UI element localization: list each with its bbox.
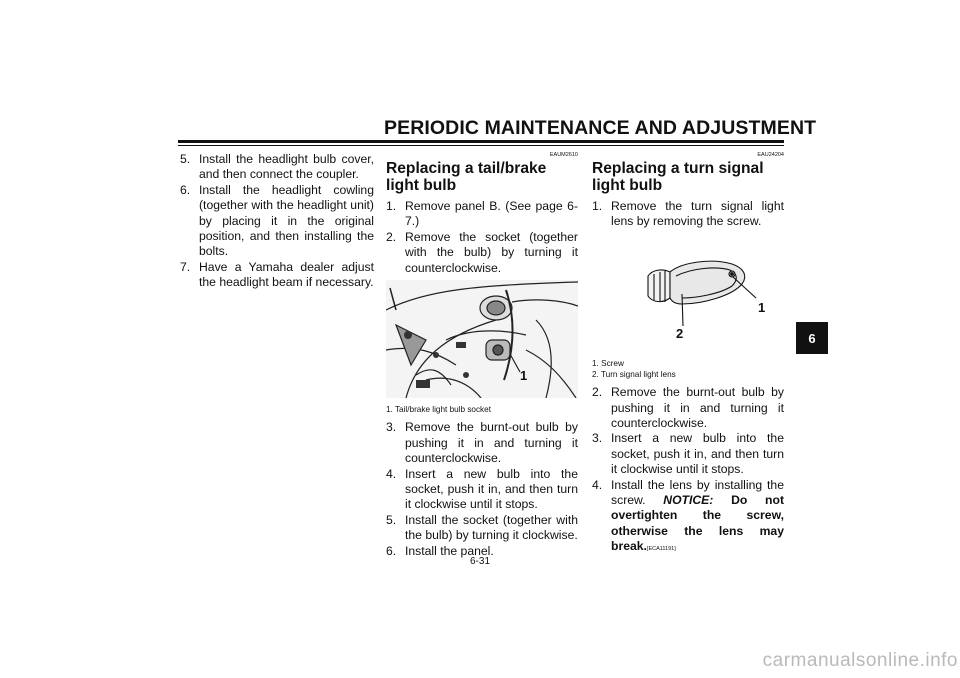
- list-item: 6. Install the headlight cowling (together with the headlight unit) by placing it in the original position, and then installing the bolts.: [180, 182, 374, 259]
- section-code: EAU24204: [757, 152, 784, 158]
- watermark: carmanualsonline.info: [762, 650, 958, 671]
- figure-callout-1: 1: [758, 299, 766, 315]
- figure-caption: 1. Tail/brake light bulb socket: [386, 405, 491, 415]
- turn-steps-before: [592, 199, 784, 230]
- header-rule: [178, 140, 784, 143]
- tail-steps-before: [386, 199, 578, 276]
- turn-signal-lens-drawing: [592, 234, 784, 356]
- list-item: 5. Install the socket (together with the bulb) by turning it clockwise.: [386, 512, 578, 543]
- list-item: 7. Have a Yamaha dealer adjust the headlight beam if necessary.: [180, 259, 374, 290]
- list-item: 3. Remove the burnt-out bulb by pushing it in and turning it counterclockwise.: [386, 420, 578, 466]
- left-column: [180, 152, 374, 291]
- turn-signal-section: [592, 152, 784, 558]
- list-item: 6. Install the panel.: [386, 543, 494, 558]
- notice-label: NOTICE:: [663, 493, 714, 508]
- list-item: 1. Remove the turn signal light lens by removing the screw.: [592, 199, 784, 229]
- notice-text: Do not overtighten the screw, otherwise the lens may break.: [611, 493, 784, 554]
- section-title: Replacing a tail/brake light bulb: [386, 160, 547, 194]
- figure-callout-1: 1: [520, 368, 528, 384]
- figure-caption: 1. Screw 2. Turn signal light lens: [592, 359, 676, 380]
- chapter-tab: 6: [796, 322, 828, 354]
- section-title: Replacing a turn signal light bulb: [592, 160, 764, 194]
- notice-code: [ECA11191]: [646, 546, 676, 553]
- list-item: 2. Remove the burnt-out bulb by pushing it in and turning it counterclockwise.: [592, 385, 784, 431]
- left-steps-list: [180, 152, 374, 291]
- list-item: 3. Insert a new bulb into the socket, push it in, and then turn it clockwise until it stops.: [592, 431, 784, 477]
- tail-light-photo-image: [386, 280, 578, 398]
- tail-steps-after: [386, 420, 578, 559]
- tail-light-section: [386, 152, 578, 559]
- list-item: 2. Remove the socket (together with the bulb) by turning it counterclockwise.: [386, 229, 578, 275]
- section-code: EAUM2610: [549, 152, 578, 158]
- list-item: 1. Remove panel B. (See page 6-7.): [386, 199, 578, 229]
- page-number: 6-31: [469, 556, 490, 567]
- list-item: 4. Install the lens by installing the screw. NOTICE: Do not overtighten the screw, otherwise the lens may break.[ECA11191]: [592, 477, 784, 554]
- header-rule-thin: [178, 145, 784, 146]
- list-item: 5. Install the headlight bulb cover, and then connect the coupler.: [180, 152, 374, 182]
- figure-callout-2: 2: [676, 325, 684, 341]
- list-item: 4. Insert a new bulb into the socket, push it in, and then turn it clockwise until it stops.: [386, 466, 578, 512]
- turn-signal-illustration: [592, 234, 784, 352]
- tail-light-socket-photo: [386, 280, 578, 402]
- turn-steps-after: [592, 385, 784, 557]
- page-header-title: PERIODIC MAINTENANCE AND ADJUSTMENT: [384, 117, 817, 139]
